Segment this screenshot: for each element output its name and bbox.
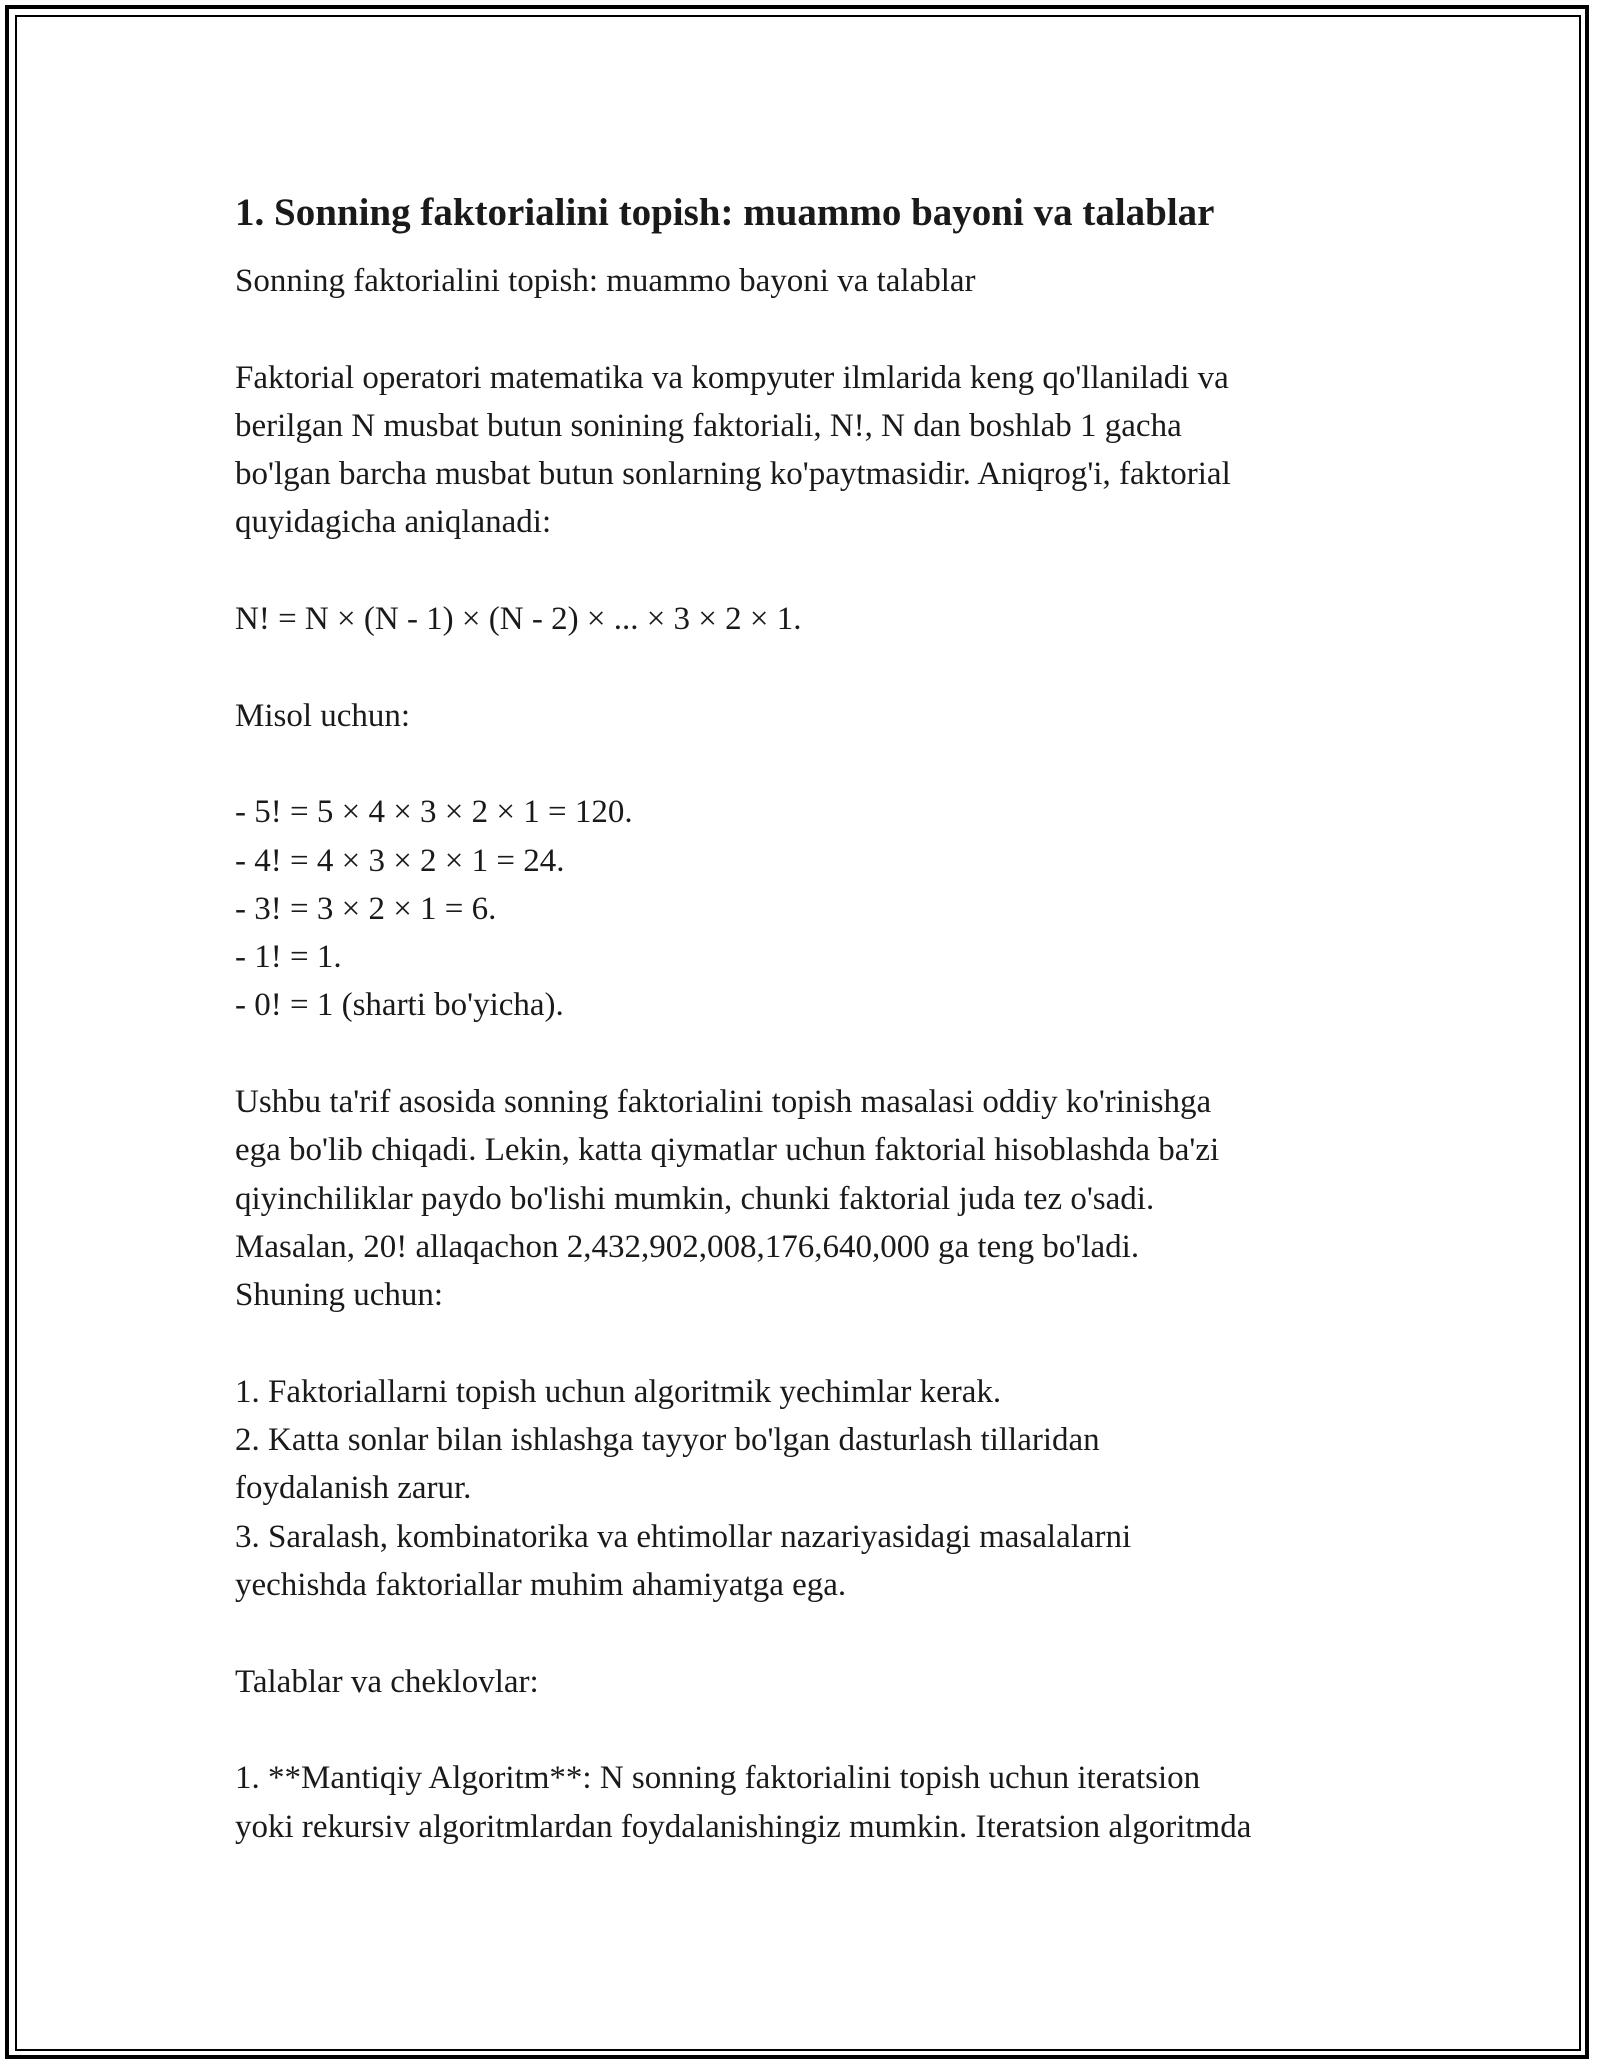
example-label: Misol uchun: [235, 697, 411, 734]
requirement-line: 1. **Mantiqiy Algoritm**: N sonning faktorialini topish uchun iteratsion [235, 1760, 1201, 1797]
explanation-line: qiyinchiliklar paydo bo'lishi mumkin, chunki faktorial juda tez o'sadi. [235, 1180, 1155, 1217]
blank-line [235, 547, 1385, 595]
blank-line [235, 643, 1385, 691]
intro-paragraph [235, 354, 1385, 547]
requirement-line: yoki rekursiv algoritmlardan foydalanishingiz mumkin. Iteratsion algoritmda [235, 1808, 1252, 1845]
point-line: yechishda faktoriallar muhim ahamiyatga ega. [235, 1567, 847, 1604]
point-line: 3. Saralash, kombinatorika va ehtimollar nazariyasidagi masalalarni [235, 1518, 1132, 1555]
blank-line [235, 1030, 1385, 1078]
example-item: - 1! = 1. [235, 939, 342, 976]
point-line: 2. Katta sonlar bilan ishlashga tayyor bo'lgan dasturlash tillaridan [235, 1422, 1100, 1459]
blank-line [235, 305, 1385, 353]
requirements-label: Talablar va cheklovlar: [235, 1663, 539, 1700]
factorial-formula: N! = N × (N - 1) × (N - 2) × ... × 3 × 2 × 1. [235, 601, 802, 638]
example-item: - 4! = 4 × 3 × 2 × 1 = 24. [235, 842, 565, 879]
blank-line [235, 740, 1385, 788]
example-item: - 0! = 1 (sharti bo'yicha). [235, 987, 564, 1024]
intro-line: Faktorial operatori matematika va kompyuter ilmlarida keng qo'llaniladi va [235, 359, 1229, 396]
example-item: - 5! = 5 × 4 × 3 × 2 × 1 = 120. [235, 794, 633, 831]
document-body [235, 185, 1385, 1851]
requirements-list [235, 1754, 1385, 1851]
explanation-line: Masalan, 20! allaqachon 2,432,902,008,176,640,000 ga teng bo'ladi. [235, 1228, 1140, 1265]
blank-line [235, 1320, 1385, 1368]
intro-line: bo'lgan barcha musbat butun sonlarning ko'paytmasidir. Aniqrog'i, faktorial [235, 456, 1231, 493]
explanation-line: Shuning uchun: [235, 1277, 444, 1314]
explanation-paragraph [235, 1078, 1385, 1319]
points-list [235, 1368, 1385, 1609]
point-line: 1. Faktoriallarni topish uchun algoritmik yechimlar kerak. [235, 1373, 1002, 1410]
example-list [235, 788, 1385, 1029]
blank-line [235, 1609, 1385, 1657]
subtitle-line: Sonning faktorialini topish: muammo bayoni va talablar [235, 263, 976, 299]
point-line: foydalanish zarur. [235, 1470, 472, 1507]
intro-line: quyidagicha aniqlanadi: [235, 504, 552, 541]
explanation-line: Ushbu ta'rif asosida sonning faktorialini topish masalasi oddiy ko'rinishga [235, 1084, 1212, 1121]
example-item: - 3! = 3 × 2 × 1 = 6. [235, 890, 497, 927]
section-heading: 1. Sonning faktorialini topish: muammo bayoni va talablar [235, 191, 1215, 234]
explanation-line: ega bo'lib chiqadi. Lekin, katta qiymatlar uchun faktorial hisoblashda ba'zi [235, 1132, 1220, 1169]
intro-line: berilgan N musbat butun sonining faktoriali, N!, N dan boshlab 1 gacha [235, 407, 1182, 444]
blank-line [235, 1706, 1385, 1754]
